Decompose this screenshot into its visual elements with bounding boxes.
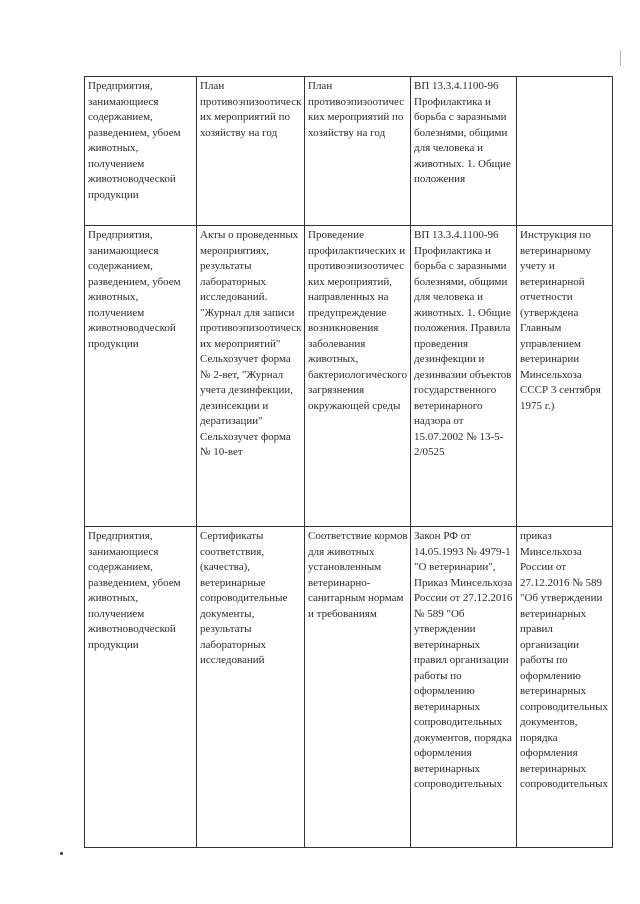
cell-documents: План противоэпизоотических мероприятий по хозяйству на год [197,77,305,226]
cell-requirement: Соответствие кормов для животных установленным ветеринарно-санитарным нормам и требованиям [305,527,411,848]
table-row [85,527,613,848]
cell-documents: Акты о проведенных мероприятиях, результаты лабораторных исследований. "Журнал для записи противоэпизоотических мероприятий" Сельхозучет форма № 2-вет, "Журнал учета дезинфекции, дезинсекции и дератизации" Сельхозучет форма № 10-вет [197,226,305,527]
cell-documents: Сертификаты соответствия, (качества), ветеринарные сопроводительные документы, результаты лабораторных исследований [197,527,305,848]
cell-requirement: План противоэпизоотических мероприятий по хозяйству на год [305,77,411,226]
table-row [85,77,613,226]
cell-organization: Предприятия, занимающиеся содержанием, разведением, убоем животных, получением животноводческой продукции [85,77,197,226]
cell-legal-act: Закон РФ от 14.05.1993 № 4979-1 "О ветеринарии", Приказ Минсельхоза России от 27.12.2016 № 589 "Об утверждении ветеринарных правил организации работы по оформлению ветеринарных сопроводительных документов, порядка оформления ветеринарных сопроводительных [411,527,517,848]
cell-instruction: Инструкция по ветеринарному учету и ветеринарной отчетности (утверждена Главным управлением ветеринарии Минсельхоза СССР 3 сентября 1975 г.) [517,226,613,527]
cell-organization: Предприятия, занимающиеся содержанием, разведением, убоем животных, получением животноводческой продукции [85,226,197,527]
scan-speck [60,852,63,855]
cell-legal-act: ВП 13.3.4.1100-96 Профилактика и борьба с заразными болезнями, общими для человека и животных. 1. Общие положения. Правила проведения дезинфекции и дезинвазии объектов государственного ветеринарного надзора от 15.07.2002 № 13-5-2/0525 [411,226,517,527]
cell-instruction: приказ Минсельхоза России от 27.12.2016 № 589 "Об утверждении ветеринарных правил организации работы по оформлению ветеринарных сопроводительных документов, порядка оформления ветеринарных сопроводительных [517,527,613,848]
cell-instruction [517,77,613,226]
table-row [85,226,613,527]
scan-edge-mark [620,50,627,66]
cell-organization: Предприятия, занимающиеся содержанием, разведением, убоем животных, получением животноводческой продукции [85,527,197,848]
cell-requirement: Проведение профилактических и противоэпизоотических мероприятий, направленных на предупреждение возникновения заболевания животных, бактериологического загрязнения окружающей среды [305,226,411,527]
cell-legal-act: ВП 13.3.4.1100-96 Профилактика и борьба с заразными болезнями, общими для человека и животных. 1. Общие положения [411,77,517,226]
requirements-table [84,76,613,848]
